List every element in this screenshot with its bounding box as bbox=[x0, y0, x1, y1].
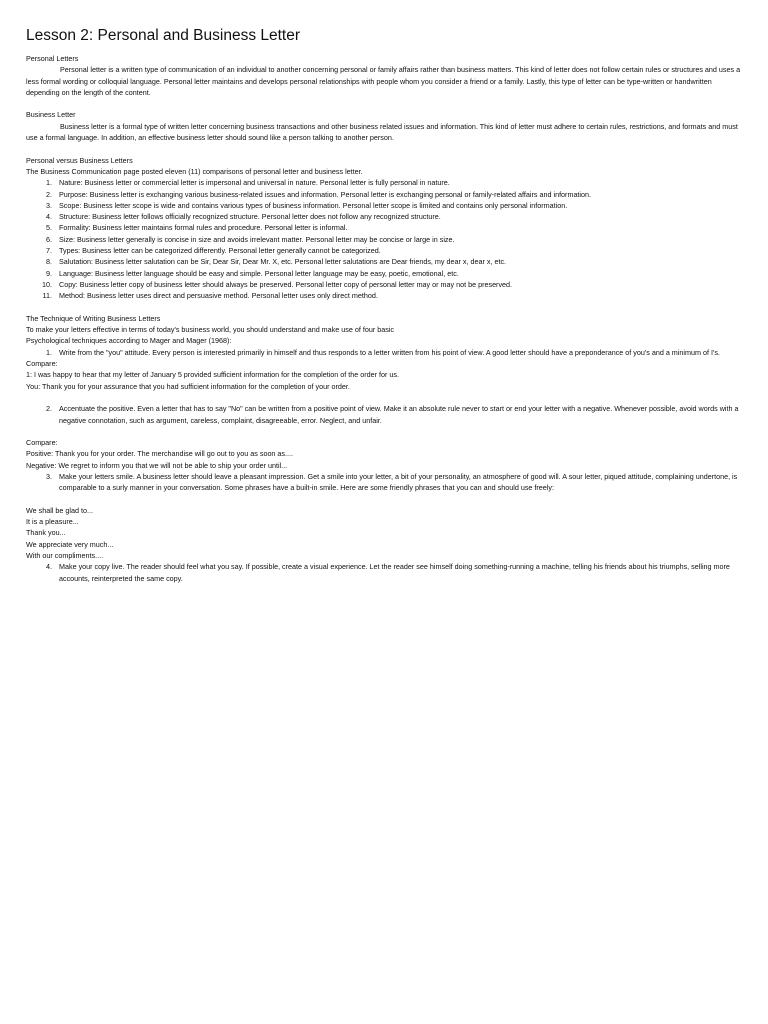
list-item-text: Language: Business letter language should be easy and simple. Personal letter language may be easy, poetic, emotional, etc. bbox=[59, 268, 459, 278]
comparison-list bbox=[26, 177, 744, 301]
list-item bbox=[26, 403, 744, 426]
list-number: 8. bbox=[46, 257, 52, 267]
list-item-text: Structure: Business letter follows officially recognized structure. Personal letter does not follow any recognized structure. bbox=[59, 212, 441, 222]
list-number: 10. bbox=[42, 279, 52, 289]
friendly-phrase: We appreciate very much... bbox=[26, 539, 114, 549]
list-item-text: Make your letters smile. A business letter should leave a pleasant impression. Get a smile into your letter, a bit of your personality, an atmosphere of good will. A sour letter, piqued attitude, complaining undertone, is comparable to a surly manner in your conversation. Some phrases have a built-in smile. Here are some friendly phrases that you can and should use freely: bbox=[59, 471, 738, 493]
compare-line: Positive: Thank you for your order. The merchandise will go out to you as soon as.... bbox=[26, 449, 294, 459]
list-number: 2. bbox=[46, 404, 52, 414]
compare-line: Negative: We regret to inform you that we will not be able to ship your order until... bbox=[26, 460, 288, 470]
list-item bbox=[26, 189, 744, 200]
list-item bbox=[26, 200, 744, 211]
list-number: 9. bbox=[46, 268, 52, 278]
list-number: 5. bbox=[46, 223, 52, 233]
list-number: 6. bbox=[46, 234, 52, 244]
personal-letters-paragraph: Personal letter is a written type of communication of an individual to another concerning personal or family affairs rather than business matters. This kind of letter does not follow certain rules or structures and uses a less formal wording or colloquial language. Personal letter maintains and develops personal relationships with people whom you consider a friend or a family. Lastly, this type of letter can be type-written or handwritten depending on the length of the content. bbox=[26, 65, 741, 97]
list-item bbox=[26, 177, 744, 188]
list-item bbox=[26, 279, 744, 290]
technique-list-3 bbox=[26, 471, 744, 494]
friendly-phrase: We shall be glad to... bbox=[26, 505, 93, 515]
list-item bbox=[26, 245, 744, 256]
list-number: 11. bbox=[42, 291, 52, 301]
list-item-text: Copy: Business letter copy of business letter should always be preserved. Personal letter copy of personal letter may or may not be preserved. bbox=[59, 279, 513, 289]
technique-list-1 bbox=[26, 347, 744, 358]
page-title: Lesson 2: Personal and Business Letter bbox=[26, 27, 301, 44]
technique-list-4 bbox=[26, 561, 744, 584]
list-item bbox=[26, 268, 744, 279]
versus-intro: The Business Communication page posted eleven (11) comparisons of personal letter and business letter. bbox=[26, 166, 363, 176]
list-number: 7. bbox=[46, 246, 52, 256]
list-number: 3. bbox=[46, 200, 52, 210]
list-item-text: Size: Business letter generally is concise in size and avoids irrelevant matter. Personal letter may be concise or large in size. bbox=[59, 234, 455, 244]
friendly-phrase: With our compliments.... bbox=[26, 551, 104, 561]
friendly-phrase: It is a pleasure... bbox=[26, 517, 79, 527]
list-item-text: Scope: Business letter scope is wide and contains various types of business information. Personal letter scope is limited and contains only personal information. bbox=[59, 200, 568, 210]
list-item-text: Method: Business letter uses direct and persuasive method. Personal letter uses only direct method. bbox=[59, 291, 378, 301]
list-item bbox=[26, 222, 744, 233]
compare-label: Compare: bbox=[26, 359, 58, 369]
list-item-text: Write from the "you" attitude. Every person is interested primarily in himself and thus responds to a letter written from his point of view. A good letter should have a preponderance of you's and a minimum of I's. bbox=[59, 347, 720, 357]
compare-line: You: Thank you for your assurance that you had sufficient information for the completion of your order. bbox=[26, 381, 350, 391]
personal-letters-heading: Personal Letters bbox=[26, 54, 79, 63]
list-item-text: Types: Business letter can be categorized differently. Personal letter generally cannot be categorized. bbox=[59, 246, 381, 256]
document-page bbox=[26, 26, 744, 584]
list-item-text: Accentuate the positive. Even a letter that has to say "No" can be written from a positive point of view. Make it an absolute rule never to start or end your letter with a negative. Whenever possible, avoid words with a negative connotation, such as argument, careless, complaint, disagreeable, error. Neglect, and unfair. bbox=[59, 404, 739, 425]
technique-intro-line-2: Psychological techniques according to Mager and Mager (1968): bbox=[26, 336, 232, 346]
list-item bbox=[26, 211, 744, 222]
list-item bbox=[26, 256, 744, 267]
list-item-text: Formality: Business letter maintains formal rules and procedure. Personal letter is informal. bbox=[59, 223, 348, 233]
list-number: 2. bbox=[46, 189, 52, 199]
list-number: 1. bbox=[46, 347, 52, 357]
compare-label: Compare: bbox=[26, 438, 58, 448]
list-item bbox=[26, 471, 744, 494]
business-letter-heading: Business Letter bbox=[26, 110, 76, 120]
list-item-text: Salutation: Business letter salutation can be Sir, Dear Sir, Dear Mr. X, etc. Personal letter salutations are Dear friends, my dear x, dear x, etc. bbox=[59, 257, 507, 267]
list-number: 4. bbox=[46, 562, 52, 572]
list-item bbox=[26, 347, 744, 358]
list-number: 4. bbox=[46, 212, 52, 222]
list-item bbox=[26, 234, 744, 245]
technique-intro-line-1: To make your letters effective in terms of today's business world, you should understand and make use of four basic bbox=[26, 325, 394, 335]
list-item-text: Make your copy live. The reader should feel what you say. If possible, create a visual experience. Let the reader see himself doing something-running a machine, telling his friends about his triumphs, selling more accounts, reinterpreted the same copy. bbox=[59, 562, 730, 583]
business-letter-paragraph: Business letter is a formal type of written letter concerning business transactions and other business related issues and information. This kind of letter must adhere to certain rules, restrictions, and formats and must use a formal language. In addition, an effective business letter should sound like a person talking to another person. bbox=[26, 121, 738, 143]
compare-line: 1: I was happy to hear that my letter of January 5 provided sufficient information for the completion of the order for us. bbox=[26, 370, 400, 380]
list-item bbox=[26, 290, 744, 301]
technique-list-2 bbox=[26, 403, 744, 426]
list-item bbox=[26, 561, 744, 584]
list-number: 1. bbox=[46, 178, 52, 188]
list-number: 3. bbox=[46, 471, 52, 481]
versus-heading: Personal versus Business Letters bbox=[26, 155, 133, 165]
friendly-phrase: Thank you... bbox=[26, 528, 66, 538]
list-item-text: Purpose: Business letter is exchanging various business-related issues and information. Personal letter is exchanging personal or family-related affairs and information. bbox=[59, 189, 592, 199]
list-item-text: Nature: Business letter or commercial letter is impersonal and universal in nature. Personal letter is fully personal in nature. bbox=[59, 178, 450, 188]
technique-heading: The Technique of Writing Business Letters bbox=[26, 313, 161, 323]
